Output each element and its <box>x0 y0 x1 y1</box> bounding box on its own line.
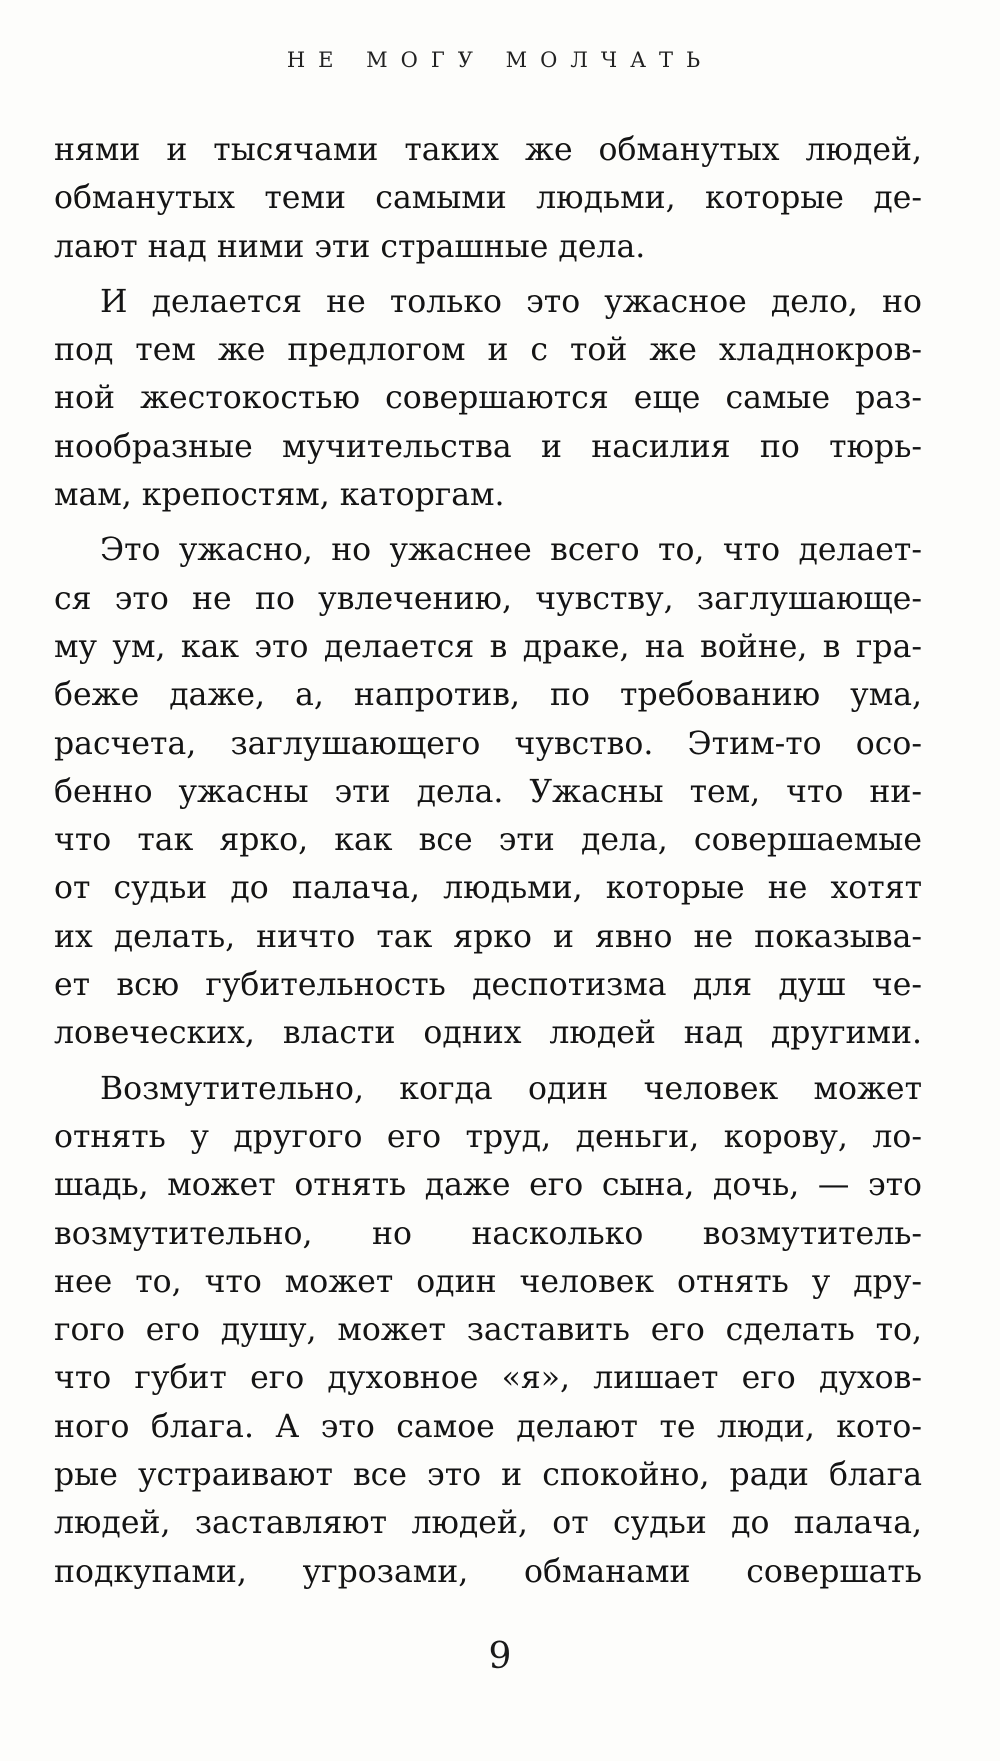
text-line: нее то, что может один человек отнять у дру- <box>54 1263 922 1300</box>
text-line: что губит его духовное «я», лишает его духов- <box>54 1360 922 1397</box>
text-line: их делать, ничто так ярко и явно не показыва- <box>54 918 922 955</box>
text-line: шадь, может отнять даже его сына, дочь, — это <box>54 1167 922 1204</box>
text-line: отнять у другого его труд, деньги, корову, ло- <box>54 1118 922 1155</box>
text-line: Возмутительно, когда один человек может <box>100 1070 922 1107</box>
text-line: подкупами, угрозами, обманами совершать <box>54 1553 922 1590</box>
text-line: мам, крепостям, каторгам. <box>54 477 505 514</box>
text-line: бенно ужасны эти дела. Ужасны тем, что ни- <box>54 773 922 810</box>
text-line: нообразные мучительства и насилия по тюрь- <box>54 428 922 465</box>
text-line: нями и тысячами таких же обманутых людей, <box>54 132 922 168</box>
text-line: му ум, как это делается в драке, на войне, в гра- <box>54 628 922 665</box>
text-line: ного блага. А это самое делают те люди, кото- <box>54 1408 922 1445</box>
text-line: рые устраивают все это и спокойно, ради блага <box>54 1457 922 1494</box>
text-line: людей, заставляют людей, от судьи до палача, <box>54 1505 922 1542</box>
text-line: возмутительно, но насколько возмутитель- <box>54 1215 922 1252</box>
text-line: ловеческих, власти одних людей над другими. <box>54 1015 922 1052</box>
text-line: от судьи до палача, людьми, которые не хотят <box>54 870 922 907</box>
text-line: Это ужасно, но ужаснее всего то, что делает- <box>100 532 922 569</box>
text-line: лают над ними эти страшные дела. <box>54 228 646 265</box>
text-line: под тем же предлогом и с той же хладнокров- <box>54 332 922 369</box>
text-line: И делается не только это ужасное дело, но <box>100 283 922 320</box>
text-line: ет всю губительность деспотизма для душ че- <box>54 967 922 1004</box>
text-line: беже даже, а, напротив, по требованию ума, <box>54 677 922 714</box>
text-line: ся это не по увлечению, чувству, заглушающе- <box>54 580 922 617</box>
text-line: расчета, заглушающего чувство. Этим-то осо- <box>54 725 922 762</box>
text-line: что так ярко, как все эти дела, совершаемые <box>54 822 922 859</box>
text-line: ной жестокостью совершаются еще самые раз- <box>54 380 922 417</box>
running-head: НЕ МОГУ МОЛЧАТЬ <box>286 48 714 72</box>
body-text <box>54 126 922 1596</box>
page-number: 9 <box>488 1636 512 1677</box>
text-line: обманутых теми самыми людьми, которые де- <box>54 180 922 217</box>
text-line: гого его душу, может заставить его сделать то, <box>54 1312 922 1349</box>
